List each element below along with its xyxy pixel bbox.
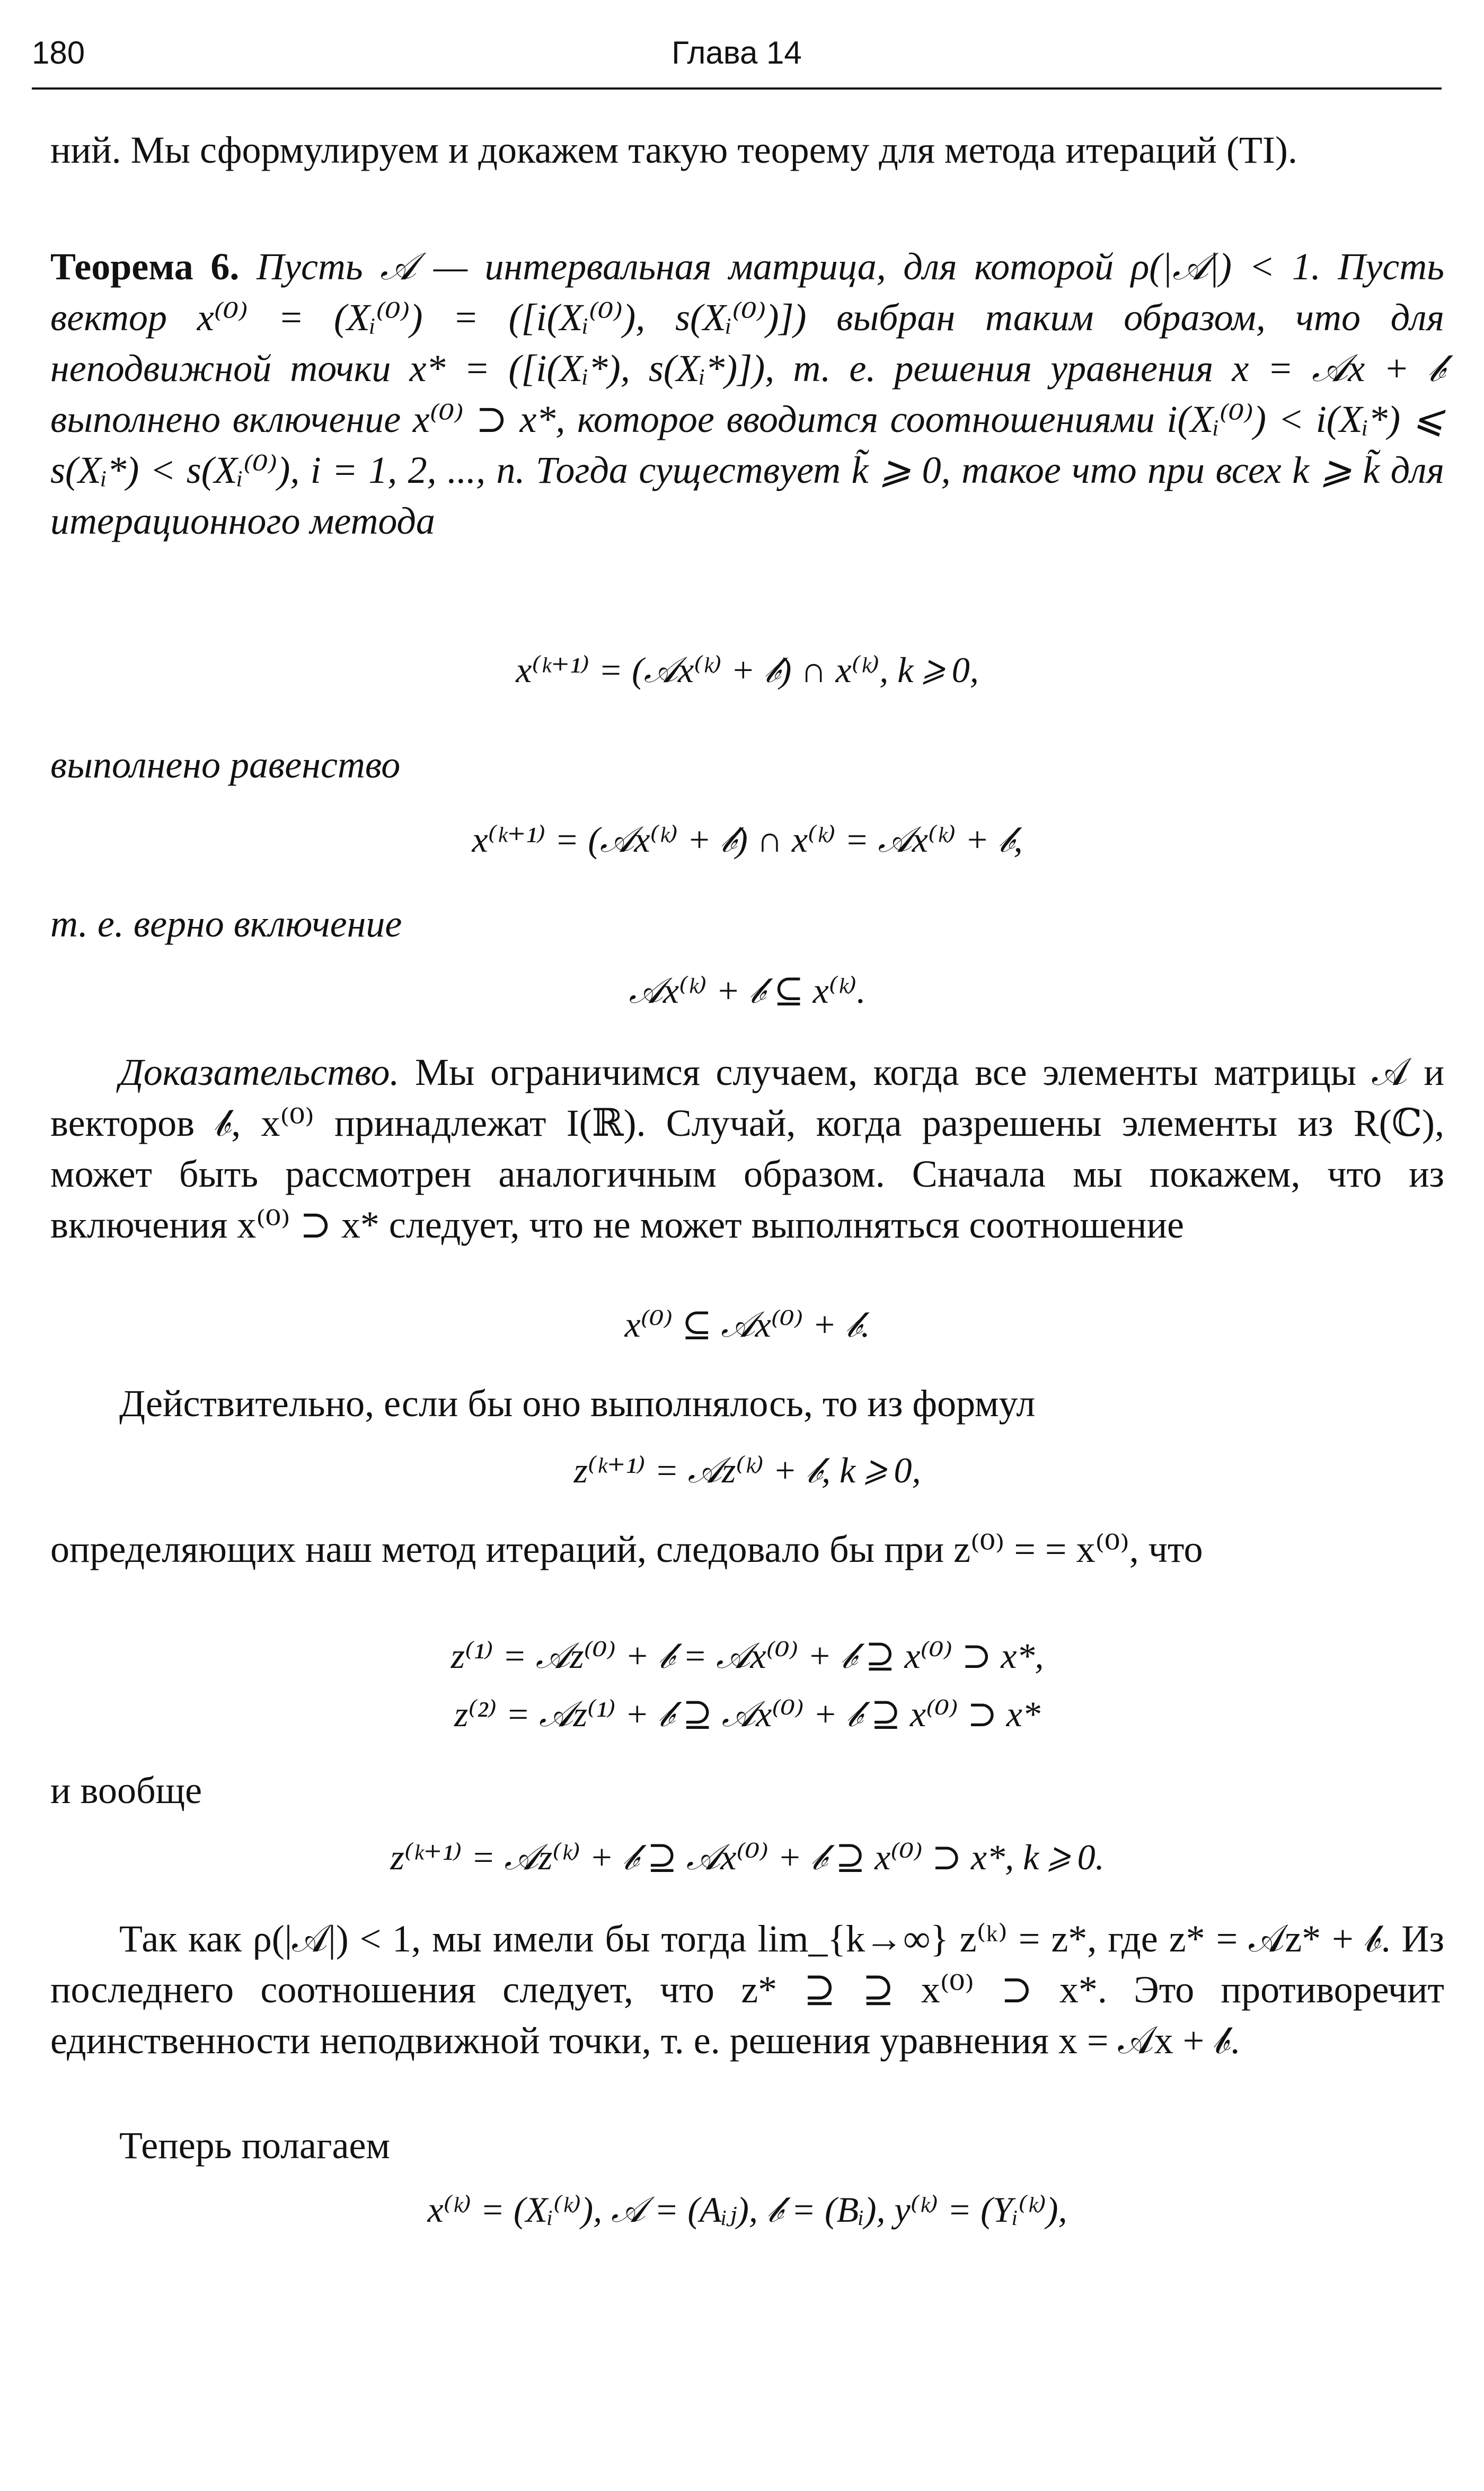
theorem-block — [50, 241, 1444, 546]
proof-text: Мы ограничимся случаем, когда все элементы матрицы 𝒜 и векторов 𝒷, x⁽⁰⁾ принадлежат I(ℝ). Случай, когда разрешены элементы из R(ℂ), может быть рассмотрен аналогичным образом. Сначала мы покажем, что из включения x⁽⁰⁾ ⊃ x* следует, что не может выполняться соотношение — [50, 1051, 1445, 1246]
text-equality-block — [50, 739, 1444, 790]
formula-equality: x⁽ᵏ⁺¹⁾ = (𝒜x⁽ᵏ⁾ + 𝒷) ∩ x⁽ᵏ⁾ = 𝒜x⁽ᵏ⁾ + 𝒷, — [472, 819, 1023, 860]
since-text: Так как ρ(|𝒜|) < 1, мы имели бы тогда lim_{k→∞} z⁽ᵏ⁾ = z*, где z* = 𝒜z* + 𝒷. Из последнего соотношения следует, что z* ⊇ ⊇ x⁽⁰⁾ ⊃ x*. Это противоречит единственности неподвижной точки, т. е. решения уравнения x = 𝒜x + 𝒷. — [50, 1918, 1444, 2062]
formula-iteration: x⁽ᵏ⁺¹⁾ = (𝒜x⁽ᵏ⁾ + 𝒷) ∩ x⁽ᵏ⁾, k ⩾ 0, — [516, 650, 979, 690]
intro-text: ний. Мы сформулируем и докажем такую теорему для метода итераций (TI). — [50, 129, 1297, 171]
text-inclusion-block — [50, 898, 1444, 949]
page-number: 180 — [32, 35, 85, 70]
now-block — [50, 2120, 1444, 2171]
proof-block — [50, 1047, 1444, 1250]
formula-z1: z⁽¹⁾ = 𝒜z⁽⁰⁾ + 𝒷 = 𝒜x⁽⁰⁾ + 𝒷 ⊇ x⁽⁰⁾ ⊃ x*, — [450, 1636, 1044, 1676]
formula-subset: x⁽⁰⁾ ⊆ 𝒜x⁽⁰⁾ + 𝒷. — [624, 1304, 870, 1345]
general-block — [50, 1765, 1444, 1816]
theorem-line-2: т. е. решения уравнения x = 𝒜x + 𝒷 выполнено включение x⁽⁰⁾ ⊃ x*, которое вводится соотношениями i(Xᵢ⁽⁰⁾) < i(Xᵢ*) ⩽ s(Xᵢ*) < s(Xᵢ⁽⁰⁾), i = 1, 2, ..., n. Тогда существует k̃ ⩾ 0, такое что при всех k ⩾ k̃ для итерационного метода — [50, 347, 1445, 542]
text-inclusion: т. е. верно включение — [50, 903, 402, 945]
indeed-text: Действительно, если бы оно выполнялось, то из формул — [119, 1382, 1036, 1425]
defining-block — [50, 1524, 1444, 1575]
theorem-label: Теорема 6. — [50, 245, 240, 288]
indeed-block — [50, 1378, 1444, 1429]
proof-label: Доказательство. — [119, 1051, 400, 1093]
formula-definitions: x⁽ᵏ⁾ = (Xᵢ⁽ᵏ⁾), 𝒜 = (Aᵢⱼ), 𝒷 = (Bᵢ), y⁽ᵏ⁾ = (Yᵢ⁽ᵏ⁾), — [427, 2189, 1067, 2230]
formula-zk: z⁽ᵏ⁺¹⁾ = 𝒜z⁽ᵏ⁾ + 𝒷 ⊇ 𝒜x⁽⁰⁾ + 𝒷 ⊇ x⁽⁰⁾ ⊃ x*, k ⩾ 0. — [390, 1837, 1105, 1877]
since-block — [50, 1913, 1444, 2066]
theorem-statement — [50, 241, 1444, 546]
text-equality: выполнено равенство — [50, 744, 401, 786]
defining-text: определяющих наш метод итераций, следовало бы при z⁽⁰⁾ = = x⁽⁰⁾, что — [50, 1528, 1203, 1570]
now-text: Теперь полагаем — [119, 2124, 390, 2167]
formula-z2: z⁽²⁾ = 𝒜z⁽¹⁾ + 𝒷 ⊇ 𝒜x⁽⁰⁾ + 𝒷 ⊇ x⁽⁰⁾ ⊃ x* — [454, 1694, 1040, 1734]
theorem-line-1: Пусть 𝒜 — интервальная матрица, для которой ρ(|𝒜|) < 1. Пусть вектор x⁽⁰⁾ = (Xᵢ⁽⁰⁾) = ([i(Xᵢ⁽⁰⁾), s(Xᵢ⁽⁰⁾)]) выбран таким образом, что для неподвижной точки x* = ([i(Xᵢ*), s(Xᵢ*)]), — [50, 245, 1444, 390]
page-header — [32, 29, 1442, 90]
general-text: и вообще — [50, 1769, 202, 1812]
formula-inclusion: 𝒜x⁽ᵏ⁾ + 𝒷 ⊆ x⁽ᵏ⁾. — [629, 970, 866, 1011]
running-head: Глава 14 — [672, 35, 802, 70]
intro-paragraph — [50, 125, 1444, 175]
formula-z-iteration: z⁽ᵏ⁺¹⁾ = 𝒜z⁽ᵏ⁾ + 𝒷, k ⩾ 0, — [573, 1450, 921, 1490]
proof-paragraph — [50, 1047, 1444, 1250]
